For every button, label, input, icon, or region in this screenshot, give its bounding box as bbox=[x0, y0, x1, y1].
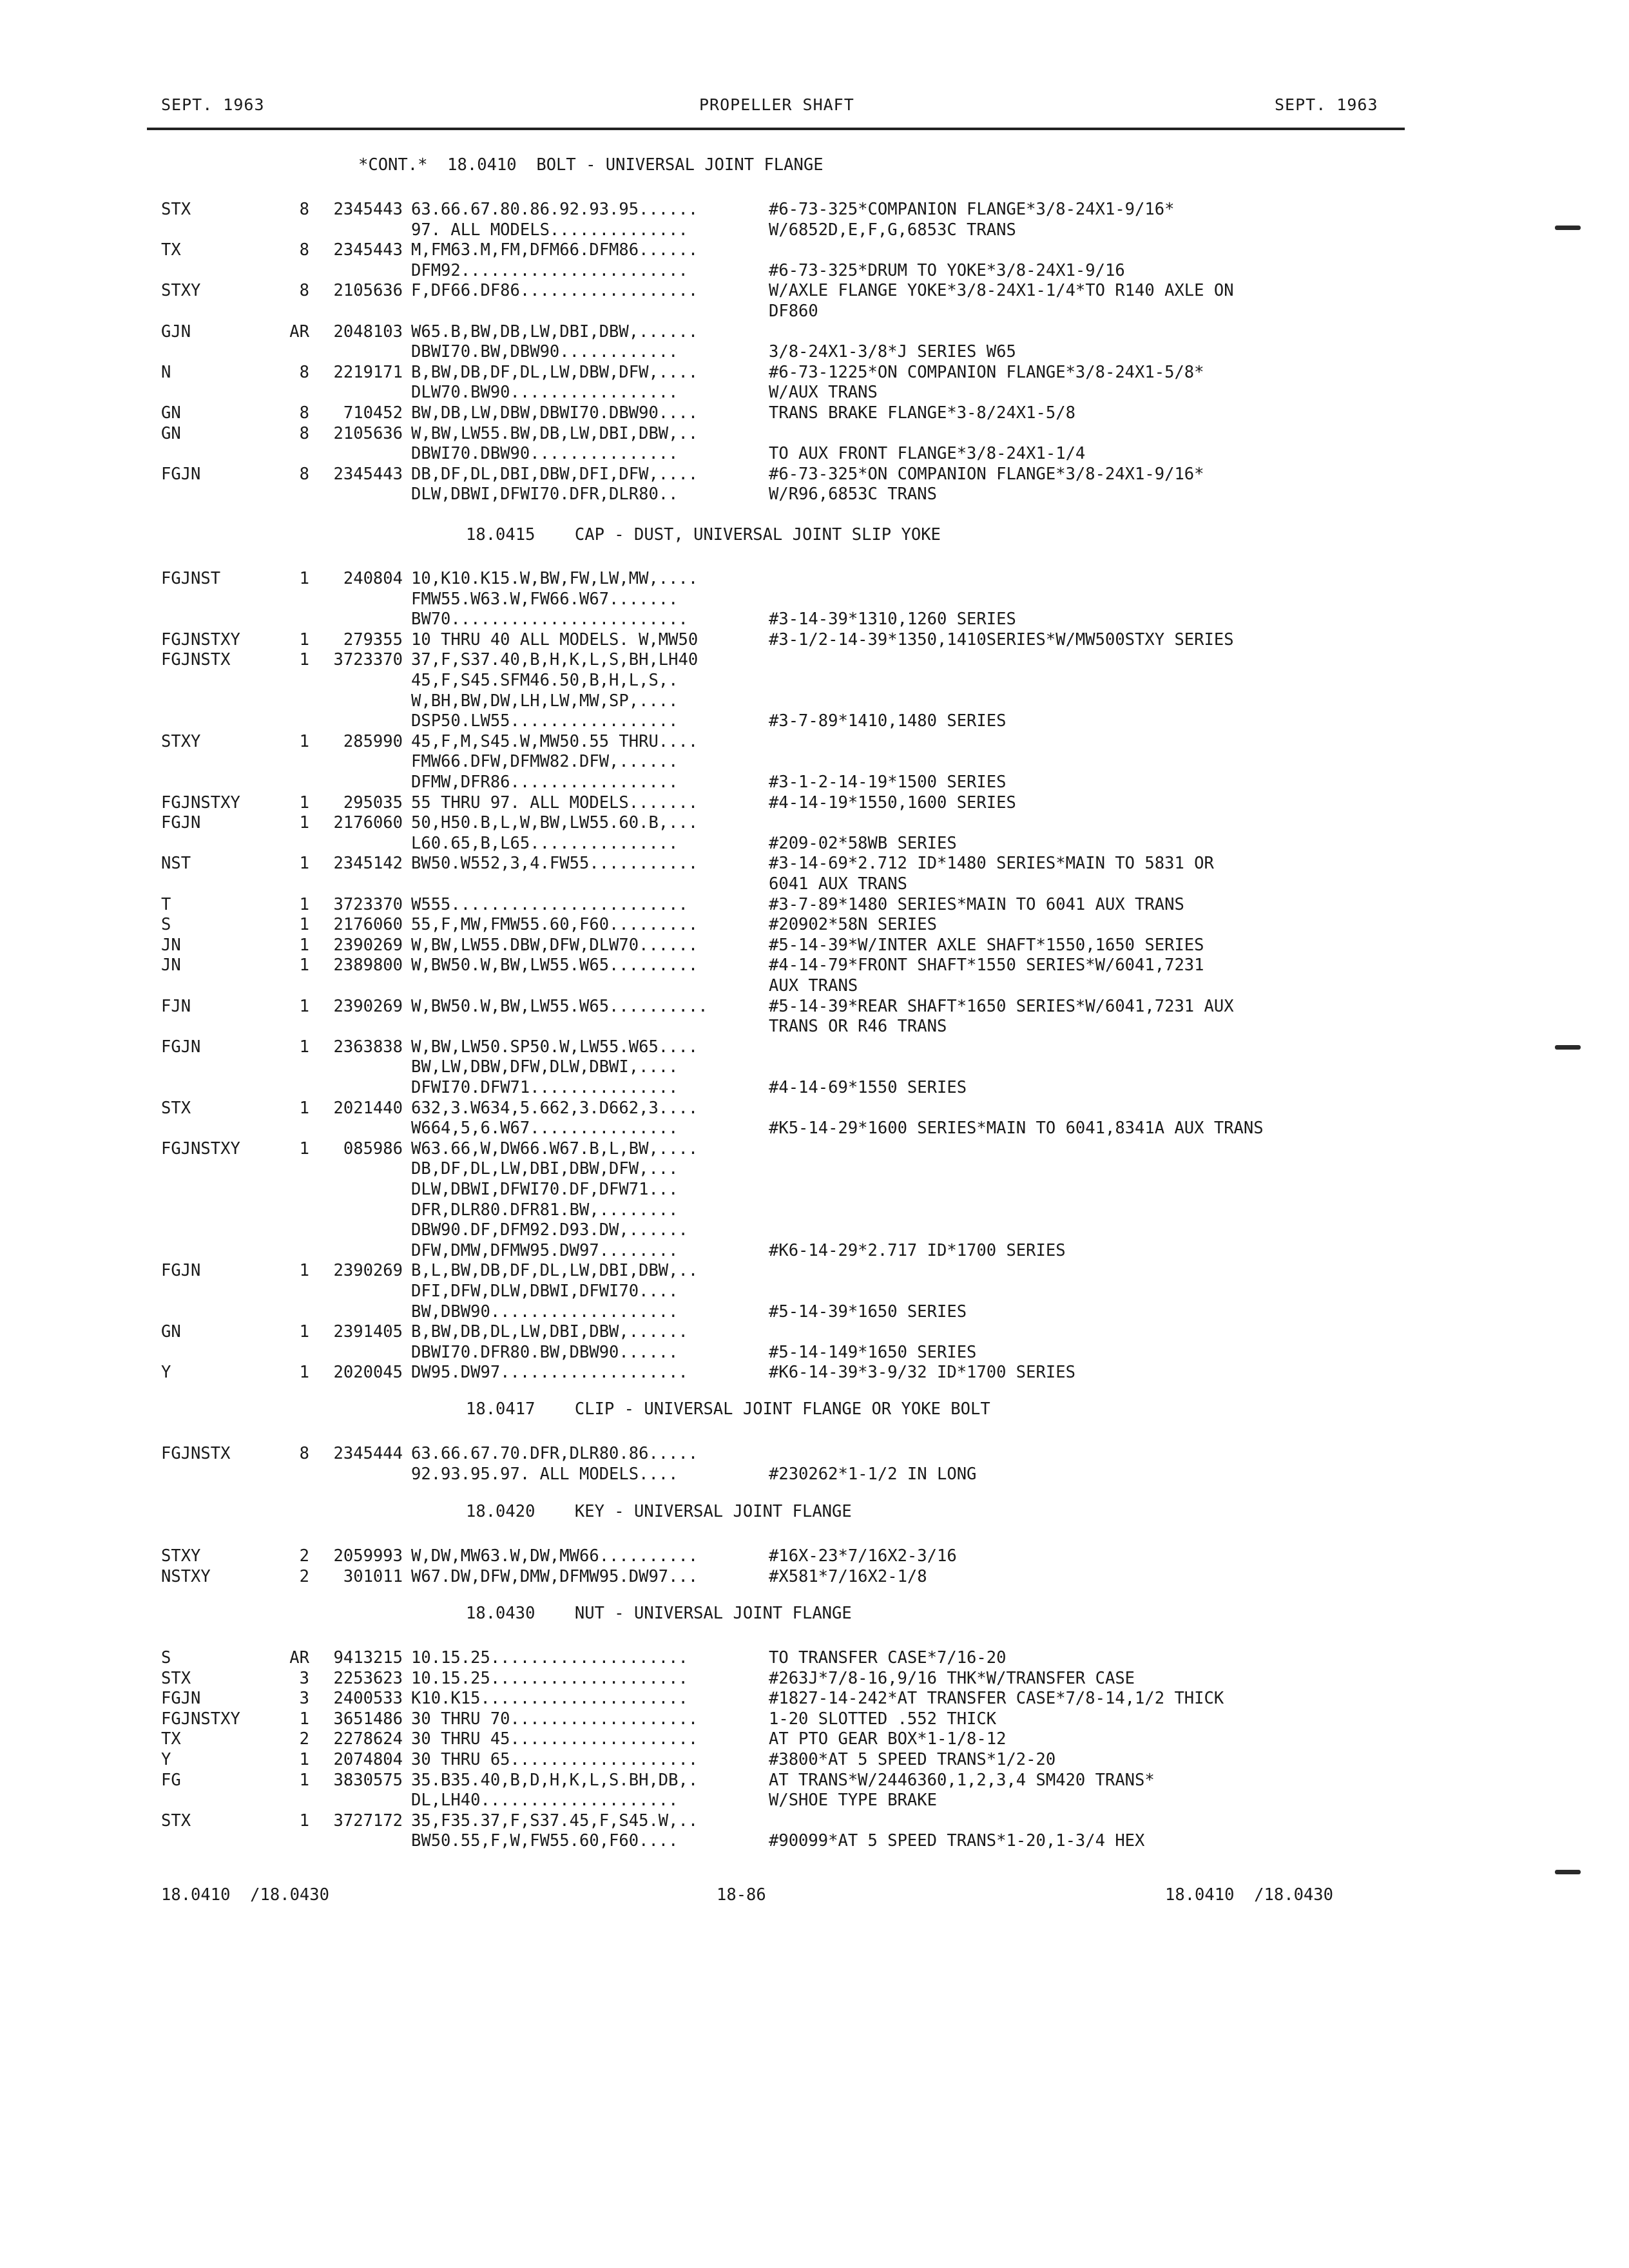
model-code: T bbox=[161, 894, 171, 914]
part-description: #5-14-39*W/INTER AXLE SHAFT*1550,1650 SERIES bbox=[769, 935, 1204, 955]
part-description: DF860 bbox=[769, 302, 818, 321]
part-description: AT TRANS*W/2446360,1,2,3,4 SM420 TRANS* bbox=[769, 1770, 1155, 1790]
quantity: 1 bbox=[299, 569, 309, 588]
model-applications: W63.66,W,DW66.W67.B,L,BW,.... bbox=[411, 1139, 699, 1158]
model-applications: W,DW,MW63.W,DW,MW66.......... bbox=[411, 1546, 699, 1566]
part-description: #K5-14-29*1600 SERIES*MAIN TO 6041,8341A AUX TRANS bbox=[769, 1119, 1264, 1139]
part-number: 3830575 bbox=[333, 1770, 403, 1790]
model-code: FGJNSTXY bbox=[161, 1709, 240, 1729]
model-applications: DW95.DW97................... bbox=[411, 1363, 688, 1383]
part-description: TRANS BRAKE FLANGE*3-8/24X1-5/8 bbox=[769, 403, 1075, 423]
model-code: FGJNSTXY bbox=[161, 793, 240, 812]
part-number: 2278624 bbox=[333, 1729, 403, 1749]
part-description: W/AXLE FLANGE YOKE*3/8-24X1-1/4*TO R140 AXLE ON bbox=[769, 281, 1234, 301]
model-code: STXY bbox=[161, 731, 201, 751]
part-description: #6-73-325*ON COMPANION FLANGE*3/8-24X1-9/16* bbox=[769, 464, 1204, 484]
model-applications: BW70........................ bbox=[411, 610, 688, 629]
model-code: FGJN bbox=[161, 813, 201, 833]
quantity: 1 bbox=[299, 813, 309, 833]
part-number: 3651486 bbox=[333, 1709, 403, 1729]
model-code: FGJN bbox=[161, 464, 201, 484]
quantity: 1 bbox=[299, 854, 309, 874]
model-applications: 35,F35.37,F,S37.45,F,S45.W,.. bbox=[411, 1811, 699, 1831]
quantity: 1 bbox=[299, 1098, 309, 1118]
header-date-left: SEPT. 1963 bbox=[161, 95, 265, 114]
header-title: PROPELLER SHAFT bbox=[699, 95, 854, 114]
quantity: 8 bbox=[299, 281, 309, 301]
model-applications: 30 THRU 45................... bbox=[411, 1729, 699, 1749]
model-applications: W555........................ bbox=[411, 894, 688, 914]
section-title: 18.0415 CAP - DUST, UNIVERSAL JOINT SLIP YOKE bbox=[466, 525, 941, 544]
part-number: 2345443 bbox=[333, 240, 403, 260]
part-description: #3-14-39*1310,1260 SERIES bbox=[769, 610, 1016, 629]
model-applications: DB,DF,DL,DBI,DBW,DFI,DFW,.... bbox=[411, 464, 699, 484]
part-description: #3-7-89*1410,1480 SERIES bbox=[769, 711, 1007, 731]
model-code: FGJN bbox=[161, 1689, 201, 1709]
part-description: AT PTO GEAR BOX*1-1/8-12 bbox=[769, 1729, 1007, 1749]
model-code: TX bbox=[161, 1729, 181, 1749]
model-applications: 45,F,M,S45.W,MW50.55 THRU.... bbox=[411, 731, 699, 751]
model-applications: DB,DF,DL,LW,DBI,DBW,DFW,... bbox=[411, 1159, 679, 1179]
quantity: 8 bbox=[299, 464, 309, 484]
model-applications: 30 THRU 65................... bbox=[411, 1750, 699, 1769]
model-code: FGJNST bbox=[161, 569, 221, 588]
part-description: #K6-14-39*3-9/32 ID*1700 SERIES bbox=[769, 1363, 1075, 1383]
quantity: 3 bbox=[299, 1668, 309, 1688]
part-number: 285990 bbox=[343, 731, 403, 751]
model-code: GN bbox=[161, 423, 181, 443]
model-code: FGJNSTX bbox=[161, 650, 231, 670]
quantity: 1 bbox=[299, 894, 309, 914]
part-description: 6041 AUX TRANS bbox=[769, 874, 907, 894]
part-description: #3-14-69*2.712 ID*1480 SERIES*MAIN TO 5831 OR bbox=[769, 854, 1214, 874]
quantity: 1 bbox=[299, 1709, 309, 1729]
quantity: 8 bbox=[299, 403, 309, 423]
part-number: 2345443 bbox=[333, 464, 403, 484]
model-code: FGJNSTX bbox=[161, 1444, 231, 1463]
model-code: STX bbox=[161, 1811, 191, 1831]
quantity: 2 bbox=[299, 1546, 309, 1566]
model-code: Y bbox=[161, 1750, 171, 1769]
model-code: NST bbox=[161, 854, 191, 874]
part-number: 2345444 bbox=[333, 1444, 403, 1463]
model-applications: 10.15.25.................... bbox=[411, 1648, 688, 1667]
part-description: #3-1-2-14-19*1500 SERIES bbox=[769, 773, 1007, 792]
part-number: 710452 bbox=[343, 403, 403, 423]
part-number: 2021440 bbox=[333, 1098, 403, 1118]
quantity: 2 bbox=[299, 1729, 309, 1749]
model-applications: 10,K10.K15.W,BW,FW,LW,MW,.... bbox=[411, 569, 699, 588]
part-description: #230262*1-1/2 IN LONG bbox=[769, 1464, 977, 1484]
part-description: #6-73-325*DRUM TO YOKE*3/8-24X1-9/16 bbox=[769, 260, 1125, 280]
model-applications: 10 THRU 40 ALL MODELS. W,MW50 bbox=[411, 629, 699, 649]
model-applications: DFR,DLR80.DFR81.BW,........ bbox=[411, 1200, 679, 1220]
part-description: #5-14-39*1650 SERIES bbox=[769, 1302, 967, 1321]
footer-page-number: 18-86 bbox=[717, 1885, 766, 1905]
section-title: *CONT.* 18.0410 BOLT - UNIVERSAL JOINT FLANGE bbox=[358, 155, 824, 175]
part-number: 9413215 bbox=[333, 1648, 403, 1667]
part-description: #1827-14-242*AT TRANSFER CASE*7/8-14,1/2 THICK bbox=[769, 1689, 1224, 1709]
part-number: 3723370 bbox=[333, 650, 403, 670]
model-applications: DLW,DBWI,DFWI70.DF,DFW71... bbox=[411, 1180, 679, 1199]
margin-mark bbox=[1555, 1870, 1581, 1874]
model-applications: DBWI70.BW,DBW90............ bbox=[411, 342, 679, 362]
model-applications: DBWI70.DFR80.BW,DBW90...... bbox=[411, 1342, 679, 1362]
model-code: FJN bbox=[161, 996, 191, 1016]
model-code: GJN bbox=[161, 322, 191, 341]
quantity: 1 bbox=[299, 650, 309, 670]
part-number: 2059993 bbox=[333, 1546, 403, 1566]
quantity: 1 bbox=[299, 935, 309, 955]
model-applications: 50,H50.B,L,W,BW,LW55.60.B,... bbox=[411, 813, 699, 833]
model-applications: 45,F,S45.SFM46.50,B,H,L,S,. bbox=[411, 671, 679, 690]
part-number: 295035 bbox=[343, 793, 403, 812]
section-title: 18.0420 KEY - UNIVERSAL JOINT FLANGE bbox=[466, 1502, 852, 1521]
part-description: #4-14-69*1550 SERIES bbox=[769, 1078, 967, 1097]
model-applications: M,FM63.M,FM,DFM66.DFM86...... bbox=[411, 240, 699, 260]
part-description: #4-14-19*1550,1600 SERIES bbox=[769, 793, 1016, 812]
part-number: 2390269 bbox=[333, 996, 403, 1016]
quantity: 1 bbox=[299, 1261, 309, 1281]
header-date-right: SEPT. 1963 bbox=[1275, 95, 1378, 114]
model-applications: W,BW,LW55.DBW,DFW,DLW70...... bbox=[411, 935, 699, 955]
part-description: W/AUX TRANS bbox=[769, 383, 878, 403]
quantity: AR bbox=[289, 1648, 309, 1667]
part-number: 2389800 bbox=[333, 956, 403, 975]
model-code: TX bbox=[161, 240, 181, 260]
quantity: 1 bbox=[299, 956, 309, 975]
part-description: 3/8-24X1-3/8*J SERIES W65 bbox=[769, 342, 1016, 362]
quantity: 1 bbox=[299, 1811, 309, 1831]
part-number: 3727172 bbox=[333, 1811, 403, 1831]
model-code: FGJNSTXY bbox=[161, 1139, 240, 1158]
part-number: 2105636 bbox=[333, 281, 403, 301]
model-code: FGJNSTXY bbox=[161, 629, 240, 649]
quantity: 1 bbox=[299, 1139, 309, 1158]
model-applications: W,BW,LW50.SP50.W,LW55.W65.... bbox=[411, 1037, 699, 1057]
part-number: 2048103 bbox=[333, 322, 403, 341]
quantity: 8 bbox=[299, 362, 309, 382]
model-applications: DL,LH40.................... bbox=[411, 1791, 679, 1811]
part-number: 3723370 bbox=[333, 894, 403, 914]
part-number: 2363838 bbox=[333, 1037, 403, 1057]
model-applications: 10.15.25.................... bbox=[411, 1668, 688, 1688]
model-code: STX bbox=[161, 200, 191, 219]
quantity: 2 bbox=[299, 1566, 309, 1586]
model-code: STXY bbox=[161, 281, 201, 301]
model-applications: W67.DW,DFW,DMW,DFMW95.DW97... bbox=[411, 1566, 699, 1586]
model-applications: DFW,DMW,DFMW95.DW97........ bbox=[411, 1240, 679, 1260]
model-applications: BW,LW,DBW,DFW,DLW,DBWI,.... bbox=[411, 1057, 679, 1077]
part-number: 2074804 bbox=[333, 1750, 403, 1769]
model-applications: BW,DB,LW,DBW,DBWI70.DBW90.... bbox=[411, 403, 699, 423]
part-description: TO AUX FRONT FLANGE*3/8-24X1-1/4 bbox=[769, 444, 1086, 464]
model-applications: W,BW50.W,BW,LW55.W65......... bbox=[411, 956, 699, 975]
quantity: 1 bbox=[299, 1037, 309, 1057]
part-number: 2176060 bbox=[333, 813, 403, 833]
model-applications: W,BW50.W,BW,LW55.W65.......... bbox=[411, 996, 708, 1016]
model-code: FGJN bbox=[161, 1037, 201, 1057]
model-code: FG bbox=[161, 1770, 181, 1790]
model-applications: 632,3.W634,5.662,3.D662,3.... bbox=[411, 1098, 699, 1118]
model-applications: 97. ALL MODELS.............. bbox=[411, 220, 688, 240]
model-code: NSTXY bbox=[161, 1566, 211, 1586]
part-description: TO TRANSFER CASE*7/16-20 bbox=[769, 1648, 1007, 1667]
quantity: 8 bbox=[299, 200, 309, 219]
model-code: STX bbox=[161, 1098, 191, 1118]
model-applications: W65.B,BW,DB,LW,DBI,DBW,...... bbox=[411, 322, 699, 341]
part-description: #3-7-89*1480 SERIES*MAIN TO 6041 AUX TRANS bbox=[769, 894, 1184, 914]
model-applications: K10.K15..................... bbox=[411, 1689, 688, 1709]
part-description: W/R96,6853C TRANS bbox=[769, 485, 937, 505]
part-number: 2400533 bbox=[333, 1689, 403, 1709]
model-applications: B,BW,DB,DL,LW,DBI,DBW,...... bbox=[411, 1322, 688, 1342]
model-applications: 37,F,S37.40,B,H,K,L,S,BH,LH40 bbox=[411, 650, 699, 670]
part-number: 2253623 bbox=[333, 1668, 403, 1688]
part-number: 301011 bbox=[343, 1566, 403, 1586]
model-applications: DLW,DBWI,DFWI70.DFR,DLR80.. bbox=[411, 485, 679, 505]
model-code: S bbox=[161, 1648, 171, 1667]
quantity: AR bbox=[289, 322, 309, 341]
section-title: 18.0430 NUT - UNIVERSAL JOINT FLANGE bbox=[466, 1604, 852, 1623]
model-applications: DFWI70.DFW71............... bbox=[411, 1078, 679, 1097]
model-applications: BW50.W552,3,4.FW55........... bbox=[411, 854, 699, 874]
part-description: #6-73-325*COMPANION FLANGE*3/8-24X1-9/16* bbox=[769, 200, 1175, 219]
part-number: 2020045 bbox=[333, 1363, 403, 1383]
quantity: 3 bbox=[299, 1689, 309, 1709]
part-number: 279355 bbox=[343, 629, 403, 649]
model-applications: W,BH,BW,DW,LH,LW,MW,SP,.... bbox=[411, 691, 679, 711]
model-applications: L60.65,B,L65............... bbox=[411, 833, 679, 853]
footer-range-left: 18.0410 /18.0430 bbox=[161, 1885, 329, 1905]
model-applications: DSP50.LW55................. bbox=[411, 711, 679, 731]
model-applications: DFM92....................... bbox=[411, 260, 688, 280]
part-description: #209-02*58WB SERIES bbox=[769, 833, 957, 853]
footer-range-right: 18.0410 /18.0430 bbox=[1165, 1885, 1333, 1905]
model-code: FGJN bbox=[161, 1261, 201, 1281]
model-applications: BW50.55,F,W,FW55.60,F60.... bbox=[411, 1831, 679, 1851]
model-code: JN bbox=[161, 956, 181, 975]
part-description: #5-14-149*1650 SERIES bbox=[769, 1342, 977, 1362]
part-description: #3-1/2-14-39*1350,1410SERIES*W/MW500STXY SERIES bbox=[769, 629, 1234, 649]
model-applications: DBW90.DF,DFM92.D93.DW,...... bbox=[411, 1220, 688, 1240]
part-description: #X581*7/16X2-1/8 bbox=[769, 1566, 927, 1586]
quantity: 1 bbox=[299, 996, 309, 1016]
model-code: N bbox=[161, 362, 171, 382]
model-applications: W,BW,LW55.BW,DB,LW,DBI,DBW,.. bbox=[411, 423, 699, 443]
quantity: 1 bbox=[299, 1750, 309, 1769]
quantity: 8 bbox=[299, 423, 309, 443]
model-code: GN bbox=[161, 1322, 181, 1342]
model-applications: W664,5,6.W67............... bbox=[411, 1119, 679, 1139]
model-applications: 63.66.67.70.DFR,DLR80.86..... bbox=[411, 1444, 699, 1463]
quantity: 1 bbox=[299, 793, 309, 812]
part-description: 1-20 SLOTTED .552 THICK bbox=[769, 1709, 997, 1729]
part-number: 2345443 bbox=[333, 200, 403, 219]
part-description: #4-14-79*FRONT SHAFT*1550 SERIES*W/6041,7231 bbox=[769, 956, 1204, 975]
part-number: 2390269 bbox=[333, 935, 403, 955]
part-description: W/6852D,E,F,G,6853C TRANS bbox=[769, 220, 1016, 240]
part-description: AUX TRANS bbox=[769, 976, 858, 995]
part-description: #3800*AT 5 SPEED TRANS*1/2-20 bbox=[769, 1750, 1056, 1769]
part-number: 2391405 bbox=[333, 1322, 403, 1342]
quantity: 1 bbox=[299, 629, 309, 649]
model-code: S bbox=[161, 915, 171, 935]
model-applications: DLW70.BW90................. bbox=[411, 383, 679, 403]
part-description: #16X-23*7/16X2-3/16 bbox=[769, 1546, 957, 1566]
model-applications: FMW66.DFW,DFMW82.DFW,...... bbox=[411, 752, 679, 772]
part-number: 2176060 bbox=[333, 915, 403, 935]
part-number: 2105636 bbox=[333, 423, 403, 443]
part-number: 2390269 bbox=[333, 1261, 403, 1281]
model-applications: 55 THRU 97. ALL MODELS....... bbox=[411, 793, 699, 812]
model-code: STXY bbox=[161, 1546, 201, 1566]
model-applications: 92.93.95.97. ALL MODELS.... bbox=[411, 1464, 679, 1484]
part-description: TRANS OR R46 TRANS bbox=[769, 1017, 947, 1037]
part-number: 240804 bbox=[343, 569, 403, 588]
model-applications: DFMW,DFR86................. bbox=[411, 773, 679, 792]
margin-mark bbox=[1555, 226, 1581, 230]
model-code: GN bbox=[161, 403, 181, 423]
quantity: 1 bbox=[299, 1322, 309, 1342]
header-rule bbox=[147, 128, 1405, 130]
model-applications: FMW55.W63.W,FW66.W67....... bbox=[411, 589, 679, 609]
model-applications: BW,DBW90................... bbox=[411, 1302, 679, 1321]
part-description: #20902*58N SERIES bbox=[769, 915, 937, 935]
quantity: 1 bbox=[299, 1770, 309, 1790]
model-applications: B,L,BW,DB,DF,DL,LW,DBI,DBW,.. bbox=[411, 1261, 699, 1281]
quantity: 8 bbox=[299, 1444, 309, 1463]
section-title: 18.0417 CLIP - UNIVERSAL JOINT FLANGE OR YOKE BOLT bbox=[466, 1399, 990, 1419]
part-description: #263J*7/8-16,9/16 THK*W/TRANSFER CASE bbox=[769, 1668, 1135, 1688]
part-number: 085986 bbox=[343, 1139, 403, 1158]
quantity: 1 bbox=[299, 731, 309, 751]
model-applications: F,DF66.DF86.................. bbox=[411, 281, 699, 301]
model-applications: DBWI70.DBW90............... bbox=[411, 444, 679, 464]
model-applications: B,BW,DB,DF,DL,LW,DBW,DFW,.... bbox=[411, 362, 699, 382]
part-description: #K6-14-29*2.717 ID*1700 SERIES bbox=[769, 1240, 1066, 1260]
model-code: JN bbox=[161, 935, 181, 955]
model-code: Y bbox=[161, 1363, 171, 1383]
model-applications: 63.66.67.80.86.92.93.95...... bbox=[411, 200, 699, 219]
quantity: 1 bbox=[299, 1363, 309, 1383]
quantity: 8 bbox=[299, 240, 309, 260]
quantity: 1 bbox=[299, 915, 309, 935]
model-applications: 55,F,MW,FMW55.60,F60......... bbox=[411, 915, 699, 935]
model-applications: DFI,DFW,DLW,DBWI,DFWI70.... bbox=[411, 1282, 679, 1301]
part-description: W/SHOE TYPE BRAKE bbox=[769, 1791, 937, 1811]
part-number: 2219171 bbox=[333, 362, 403, 382]
part-number: 2345142 bbox=[333, 854, 403, 874]
margin-mark bbox=[1555, 1045, 1581, 1050]
model-applications: 30 THRU 70................... bbox=[411, 1709, 699, 1729]
part-description: #90099*AT 5 SPEED TRANS*1-20,1-3/4 HEX bbox=[769, 1831, 1145, 1851]
model-code: STX bbox=[161, 1668, 191, 1688]
part-description: #5-14-39*REAR SHAFT*1650 SERIES*W/6041,7231 AUX bbox=[769, 996, 1234, 1016]
model-applications: 35.B35.40,B,D,H,K,L,S.BH,DB,. bbox=[411, 1770, 699, 1790]
part-description: #6-73-1225*ON COMPANION FLANGE*3/8-24X1-5/8* bbox=[769, 362, 1204, 382]
